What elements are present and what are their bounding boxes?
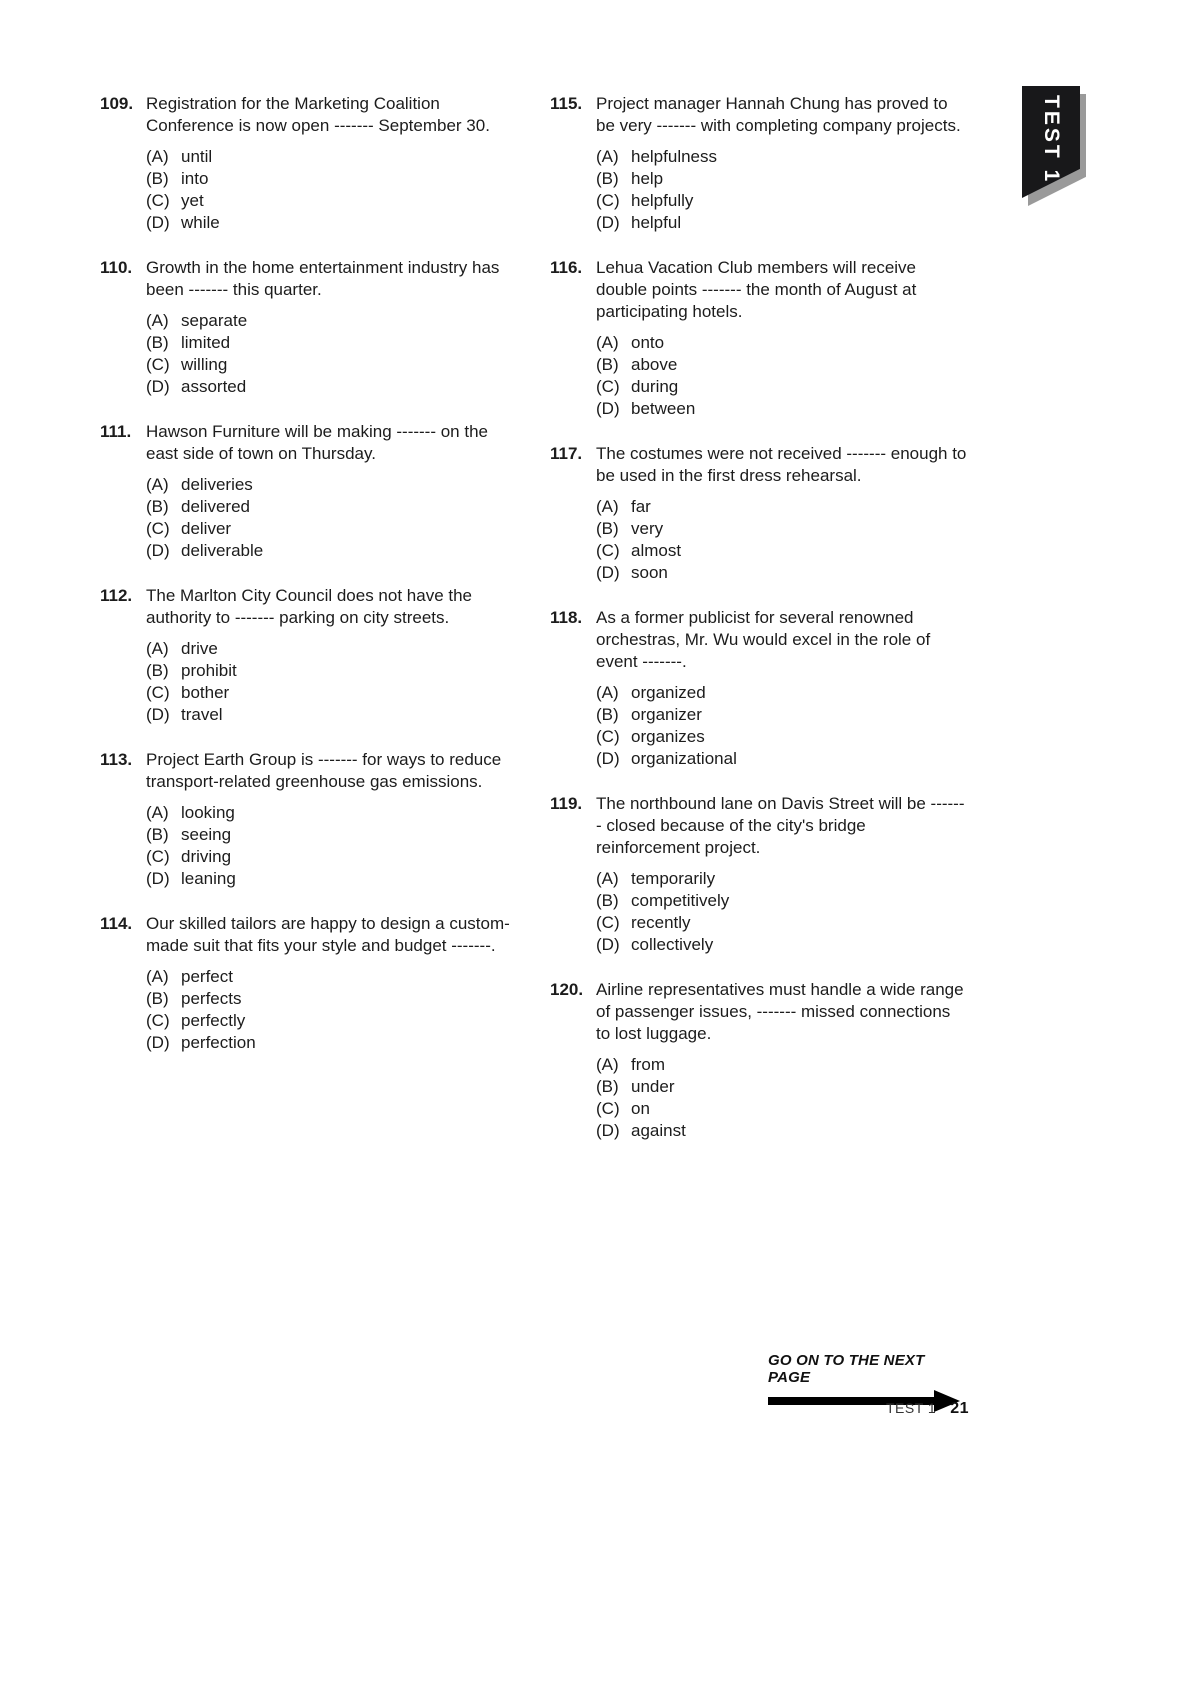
choice-letter: (A) [146,967,169,986]
question-body [596,607,968,770]
choice-letter: (B) [146,169,169,188]
answer-choice [596,1120,968,1142]
answer-choice [146,802,512,824]
choice-text: deliveries [181,475,253,494]
choices-list [146,310,512,398]
question-body [596,443,968,584]
choice-text: into [181,169,209,188]
question-number: 120. [550,980,584,999]
choice-letter: (A) [146,803,169,822]
choice-letter: (B) [146,825,169,844]
choices-list [596,682,968,770]
answer-choice [146,638,512,660]
choice-text: under [631,1077,675,1096]
choice-letter: (B) [596,519,619,538]
question-number: 113. [100,750,133,769]
choice-letter: (A) [146,147,169,166]
answer-choice [596,212,968,234]
choice-letter: (A) [146,475,169,494]
choice-letter: (B) [596,705,619,724]
question-block [550,607,975,770]
answer-choice [146,168,512,190]
answer-choice [146,988,512,1010]
answer-choice [596,168,968,190]
choice-letter: (C) [146,683,170,702]
answer-choice [596,912,968,934]
choice-text: perfection [181,1033,256,1052]
question-block [550,979,975,1142]
choice-text: onto [631,333,665,352]
choice-text: yet [181,191,204,210]
question-block [100,93,520,234]
question-body [146,93,512,234]
answer-choice [596,562,968,584]
answer-choice [146,332,512,354]
question-text: Lehua Vacation Club members will receive double points ------- the month of August at participating hotels. [596,258,917,321]
choice-letter: (C) [596,913,620,932]
choices-list [146,474,512,562]
footer-test-label: TEST 1 [886,1400,937,1416]
question-text: Growth in the home entertainment industry has been ------- this quarter. [146,258,500,299]
choice-text: delivered [181,497,250,516]
question-text: Project Earth Group is ------- for ways to reduce transport-related greenhouse gas emissions. [146,750,502,791]
answer-choice [146,846,512,868]
question-number: 112. [100,586,133,605]
answer-choice [146,376,512,398]
choice-letter: (A) [596,1055,619,1074]
choice-text: during [631,377,679,396]
answer-choice [596,1098,968,1120]
question-text: Our skilled tailors are happy to design a custom-made suit that fits your style and budget -------. [146,914,510,955]
answer-choice [596,332,968,354]
question-body [146,913,512,1054]
choice-letter: (B) [596,355,619,374]
question-body [146,749,512,890]
question-block [550,93,975,234]
choice-text: help [631,169,664,188]
choice-letter: (D) [146,213,170,232]
choice-text: far [631,497,651,516]
answer-choice [146,212,512,234]
answer-choice [596,376,968,398]
choice-text: organized [631,683,706,702]
choice-letter: (C) [596,1099,620,1118]
choices-list [596,146,968,234]
choice-text: soon [631,563,668,582]
question-text: The costumes were not received ------- enough to be used in the first dress rehearsal. [596,444,967,485]
choice-letter: (D) [146,1033,170,1052]
choice-letter: (A) [146,639,169,658]
answer-choice [596,146,968,168]
answer-choice [596,868,968,890]
choice-text: helpfully [631,191,694,210]
choice-text: deliverable [181,541,264,560]
question-block [100,749,520,890]
left-column [100,93,520,1077]
test-tab-label: TEST 1 [1040,95,1063,185]
question-text: The Marlton City Council does not have the authority to ------- parking on city streets. [146,586,473,627]
choices-list [596,496,968,584]
choice-text: between [631,399,696,418]
answer-choice [146,190,512,212]
choice-letter: (C) [146,1011,170,1030]
question-text: As a former publicist for several renowned orchestras, Mr. Wu would excel in the role of event -------. [596,608,931,671]
choice-letter: (D) [596,935,620,954]
choice-letter: (B) [596,891,619,910]
choice-letter: (C) [596,377,620,396]
choice-letter: (D) [596,399,620,418]
choice-letter: (D) [146,541,170,560]
choice-letter: (A) [596,147,619,166]
choice-text: assorted [181,377,247,396]
answer-choice [596,496,968,518]
answer-choice [146,474,512,496]
choice-text: separate [181,311,248,330]
choice-text: drive [181,639,218,658]
choices-list [596,332,968,420]
choice-letter: (B) [146,989,169,1008]
choice-letter: (D) [596,563,620,582]
choice-text: perfectly [181,1011,246,1030]
choice-text: looking [181,803,235,822]
answer-choice [596,1054,968,1076]
question-block [100,257,520,398]
choice-letter: (A) [596,497,619,516]
choice-text: collectively [631,935,714,954]
question-number: 116. [550,258,583,277]
choices-list [596,868,968,956]
question-body [596,257,968,420]
question-text: Hawson Furniture will be making ------- on the east side of town on Thursday. [146,422,488,463]
answer-choice [596,934,968,956]
question-block [100,585,520,726]
choice-letter: (A) [146,311,169,330]
question-body [596,93,968,234]
choice-letter: (D) [146,377,170,396]
choice-letter: (B) [146,497,169,516]
question-number: 109. [100,94,134,113]
choice-text: prohibit [181,661,237,680]
answer-choice [596,540,968,562]
choice-text: on [631,1099,650,1118]
page-footer [886,1400,969,1418]
answer-choice [596,398,968,420]
choice-letter: (C) [146,519,170,538]
choice-letter: (B) [146,333,169,352]
choice-letter: (A) [596,683,619,702]
answer-choice [596,1076,968,1098]
answer-choice [596,748,968,770]
choice-letter: (C) [596,541,620,560]
choice-text: competitively [631,891,730,910]
go-on-text: GO ON TO THE NEXT PAGE [768,1352,925,1386]
choice-text: willing [181,355,228,374]
answer-choice [146,1032,512,1054]
choices-list [146,966,512,1054]
answer-choice [146,496,512,518]
question-text: Airline representatives must handle a wide range of passenger issues, ------- missed connections to lost luggage. [596,980,964,1043]
choice-text: helpful [631,213,682,232]
question-number: 114. [100,914,133,933]
choice-text: from [631,1055,665,1074]
choice-letter: (A) [596,869,619,888]
question-number: 119. [550,794,583,813]
choice-text: organizes [631,727,705,746]
choice-text: limited [181,333,231,352]
choice-letter: (B) [146,661,169,680]
choice-letter: (B) [596,169,619,188]
choice-text: deliver [181,519,232,538]
answer-choice [596,726,968,748]
choices-list [146,802,512,890]
question-block [100,421,520,562]
choice-text: temporarily [631,869,716,888]
right-column [550,93,975,1165]
choice-text: travel [181,705,223,724]
question-text: Project manager Hannah Chung has proved to be very ------- with completing company projects. [596,94,961,135]
answer-choice [146,518,512,540]
choice-text: recently [631,913,691,932]
choice-text: almost [631,541,682,560]
choices-list [596,1054,968,1142]
question-block [100,913,520,1054]
choice-letter: (D) [146,705,170,724]
question-block [550,443,975,584]
question-body [146,257,512,398]
answer-choice [146,540,512,562]
footer-page-number: 21 [950,1400,969,1417]
choice-letter: (C) [146,191,170,210]
choice-text: very [631,519,664,538]
answer-choice [596,890,968,912]
question-text: The northbound lane on Davis Street will be ------- closed because of the city's bridge reinforcement project. [596,794,965,857]
choice-text: bother [181,683,230,702]
answer-choice [146,310,512,332]
answer-choice [596,682,968,704]
answer-choice [146,704,512,726]
answer-choice [146,354,512,376]
question-body [596,979,968,1142]
answer-choice [146,660,512,682]
answer-choice [146,146,512,168]
choice-text: until [181,147,213,166]
question-number: 115. [550,94,583,113]
choice-letter: (D) [596,213,620,232]
answer-choice [596,518,968,540]
question-block [550,793,975,956]
choice-text: while [181,213,220,232]
choice-text: leaning [181,869,236,888]
question-number: 111. [100,422,132,441]
choice-letter: (C) [596,727,620,746]
choice-text: against [631,1121,686,1140]
question-body [146,585,512,726]
question-body [146,421,512,562]
choices-list [146,146,512,234]
choice-letter: (D) [596,1121,620,1140]
choice-letter: (D) [146,869,170,888]
choice-letter: (B) [596,1077,619,1096]
answer-choice [596,354,968,376]
choice-letter: (C) [146,355,170,374]
answer-choice [146,966,512,988]
choice-text: driving [181,847,232,866]
choice-text: seeing [181,825,232,844]
answer-choice [146,1010,512,1032]
question-body [596,793,968,956]
question-number: 110. [100,258,133,277]
choice-letter: (A) [596,333,619,352]
question-block [550,257,975,420]
answer-choice [596,704,968,726]
answer-choice [146,682,512,704]
choices-list [146,638,512,726]
answer-choice [146,824,512,846]
choice-text: organizational [631,749,737,768]
answer-choice [146,868,512,890]
choice-text: above [631,355,678,374]
choice-text: organizer [631,705,702,724]
choice-letter: (C) [596,191,620,210]
test-tab [1022,86,1080,204]
choice-text: perfects [181,989,242,1008]
choice-text: helpfulness [631,147,718,166]
question-text: Registration for the Marketing Coalition Conference is now open ------- September 30. [146,94,490,135]
answer-choice [596,190,968,212]
choice-letter: (C) [146,847,170,866]
choice-text: perfect [181,967,233,986]
question-number: 118. [550,608,583,627]
choice-letter: (D) [596,749,620,768]
question-number: 117. [550,444,583,463]
